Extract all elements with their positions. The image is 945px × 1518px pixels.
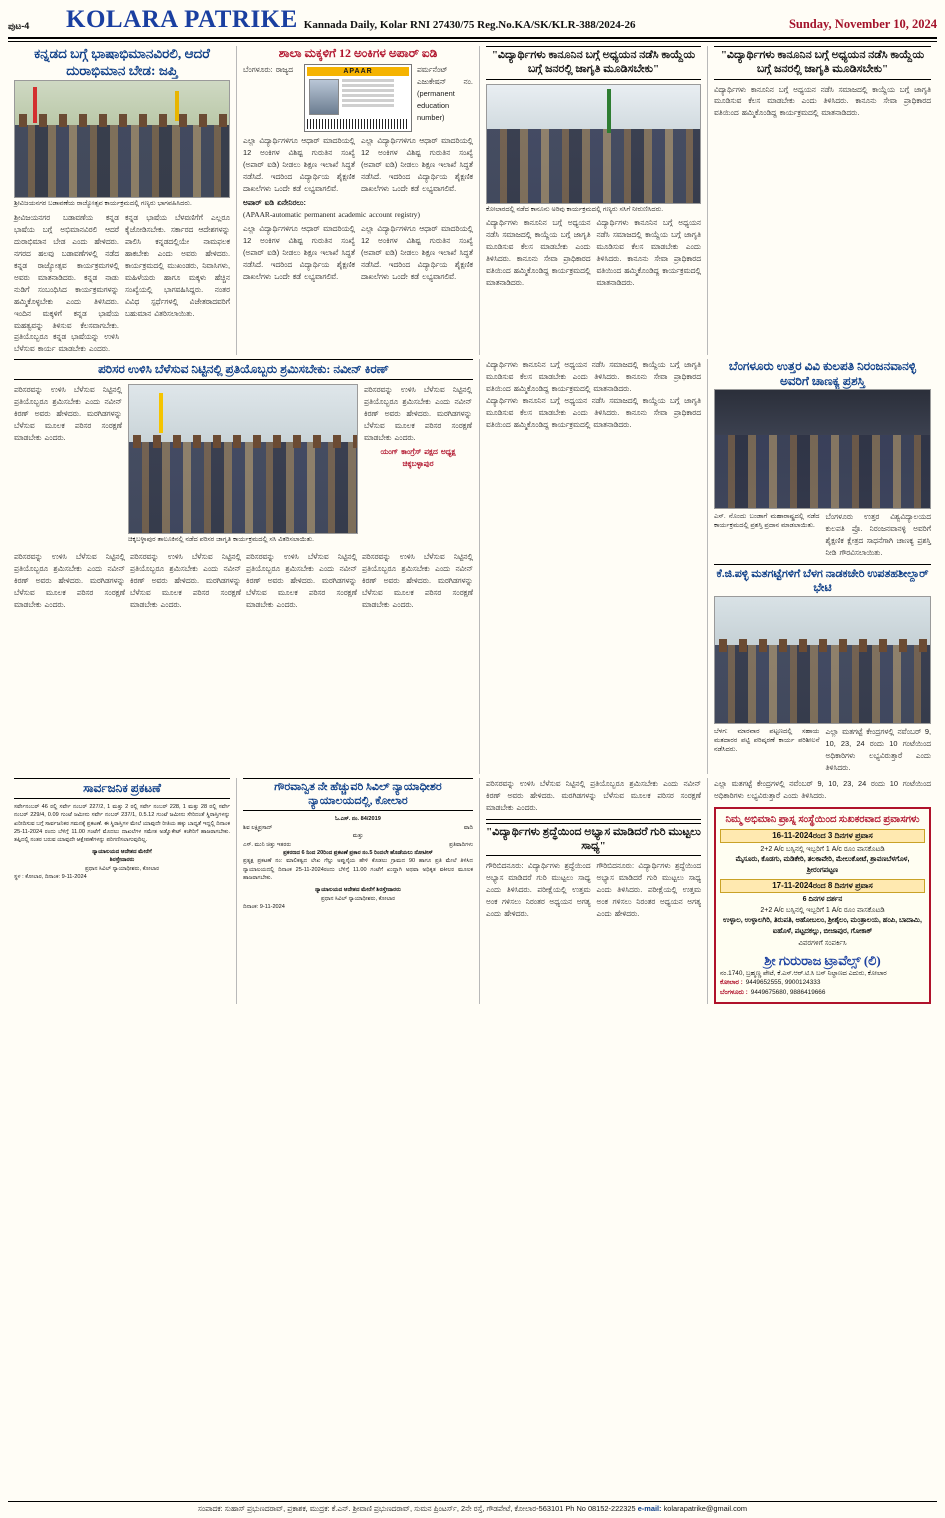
photo-environment-event: [128, 384, 358, 534]
apaar-card-photo: [309, 79, 339, 115]
article-3c-body-2: ವಿದ್ಯಾರ್ಥಿಗಳು ಕಾನೂನಿನ ಬಗ್ಗೆ ಅಧ್ಯಯನ ನಡೆಸಿ ಸಮಾಜದಲ್ಲಿ ಕಾಯ್ದೆಯ ಬಗ್ಗೆ ಜಾಗೃತಿ ಮೂಡಿಸುವ ಕೆಲಸ ಮಾಡಬೇಕು ಎಂದು ತಿಳಿಸಿದರು. ಕಾನೂನು ಸೇವಾ ಪ್ರಾಧಿಕಾರದ ವತಿಯಿಂದ ಹಮ್ಮಿಕೊಂಡಿದ್ದ ಕಾರ್ಯಕ್ರಮದಲ್ಲಿ ಮಾತನಾಡಿದರು.: [486, 396, 701, 430]
ad-trip-2-places: ಉಳ್ಳಾಲ, ಉಳ್ಳಾಲಗಿರಿ, ತಿರುಪತಿ, ಅಹೋಬಲಂ, ಶ್ರೀಶೈಲಂ, ಮಂತ್ರಾಲಯ, ಹಂಪಿ, ಬಾದಾಮಿ, ಐಹೊಳೆ, ಪಟ್ಟದಕಲ್ಲು, ಬೀಜಾಪುರ, ಗೋಕಾಕ್: [723, 917, 922, 935]
ad-trip-2-note: 2+2 A/c ಬಸ್ಸಿನಲ್ಲಿ ಇಬ್ಬರಿಗೆ 1 A/c ರೂಂ ವಾಸಕೊಟಡಿ: [760, 906, 885, 914]
ad-address: ನಂ.1740, ಬ್ರಹ್ಮಣ್ಣ ಪೇಟೆ, ಕೆ.ಎಸ್.ಆರ್.ಟಿ.ಸಿ ಬಸ್ ನಿಲ್ದಾಣದ ಎದುರು, ಕೋಲಾರ: [720, 969, 887, 977]
article-polling-body: ಎಲ್ಲಾ ಮತಗಟ್ಟೆ ಕೇಂದ್ರಗಳಲ್ಲಿ ನವೆಂಬರ್ 9, 10, 23, 24 ರಂದು 10 ಗಂಟೆಯಿಂದ ಅಧಿಕಾರಿಗಳು ಲಭ್ಯವಿರುತ್ತಾರೆ ಎಂದು ತಿಳಿಸಿದರು.: [825, 726, 931, 772]
notice-public-body: ಸರ್ವೇನಂಬರ್ 46 ರಲ್ಲಿ ಸರ್ವೇ ನಂಬರ್ 227/2, 1 ಮತ್ತು 2 ರಲ್ಲಿ ಸರ್ವೇ ನಂಬರ್ 228, 1 ಮತ್ತು 28 ರಲ್ಲಿ ಸರ್ವೇ ನಂಬರ್ 229/4, 0.09 ಗುಂಟೆ ಜಮೀನು ಸರ್ವೇ ನಂಬರ್ 237/1, 0.5.12 ಗುಂಟೆ ಜಮೀನು ಸೇರಿದಂತೆ ಸ್ಥಿರಾಸ್ತಿಗಳನ್ನು ಖರೀದಿಸುವ ಬಗ್ಗೆ ಸಾರ್ವಜನಿಕರ ಗಮನಕ್ಕೆ ಪ್ರಕಟಣೆ. ಈ ಸ್ಥಿರಾಸ್ತಿಗಳ ಮೇಲೆ ಯಾವುದೇ ರೀತಿಯ ಹಕ್ಕು ಬಾಧ್ಯತೆ ಇದ್ದಲ್ಲಿ ದಿನಾಂಕ 25-11-2024 ರಂದು ಬೆಳಿಗ್ಗೆ 11.00 ಗಂಟೆಗೆ ಮೊದಲು ದಾಖಲೆಗಳ ಸಮೇತ ಅಡ್ವೊಕೇಟ್ ಕಚೇರಿಗೆ ಹಾಜರಾಗಬೇಕು. ತಪ್ಪಿದಲ್ಲಿ ನಂತರ ಬರುವ ಯಾವುದೇ ಆಕ್ಷೇಪಣೆಗಳನ್ನು ಪರಿಗಣಿಸಲಾಗುವುದಿಲ್ಲ.: [14, 803, 230, 844]
notice-public-title: ಸಾರ್ವಜನಿಕ ಪ್ರಕಟಣೆ: [14, 778, 230, 799]
article-polling-continued: ಎಲ್ಲಾ ಮತಗಟ್ಟೆ ಕೇಂದ್ರಗಳಲ್ಲಿ ನವೆಂಬರ್ 9, 10, 23, 24 ರಂದು 10 ಗಂಟೆಯಿಂದ ಅಧಿಕಾರಿಗಳು ಲಭ್ಯವಿರುತ್ತಾರೆ ಎಂದು ತಿಳಿಸಿದರು.: [714, 778, 931, 800]
ad-contact-label: ವಿವರಗಳಿಗೆ ಸಂಪರ್ಕಿಸಿ: [798, 940, 847, 948]
column-mid-4: [707, 359, 937, 773]
headline-study-hard: "ವಿದ್ಯಾರ್ಥಿಗಳು ಶ್ರದ್ಧೆಯಿಂದ ಅಭ್ಯಾಸ ಮಾಡಿದರೆ ಗುರಿ ಮುಟ್ಟಲು ಸಾಧ್ಯ": [486, 823, 701, 857]
headline-law-awareness-cont: "ವಿದ್ಯಾರ್ಥಿಗಳು ಕಾನೂನಿನ ಬಗ್ಗೆ ಅಧ್ಯಯನ ನಡೆಸಿ ಕಾಯ್ದೆಯ ಬಗ್ಗೆ ಜನರಲ್ಲಿ ಜಾಗೃತಿ ಮೂಡಿಸಬೇಕು": [714, 46, 931, 80]
article-3c-body: ವಿದ್ಯಾರ್ಥಿಗಳು ಕಾನೂನಿನ ಬಗ್ಗೆ ಅಧ್ಯಯನ ನಡೆಸಿ ಸಮಾಜದಲ್ಲಿ ಕಾಯ್ದೆಯ ಬಗ್ಗೆ ಜಾಗೃತಿ ಮೂಡಿಸುವ ಕೆಲಸ ಮಾಡಬೇಕು ಎಂದು ತಿಳಿಸಿದರು. ಕಾನೂನು ಸೇವಾ ಪ್ರಾಧಿಕಾರದ ವತಿಯಿಂದ ಹಮ್ಮಿಕೊಂಡಿದ್ದ ಕಾರ್ಯಕ್ರಮದಲ್ಲಿ ಮಾತನಾಡಿದರು.: [486, 360, 701, 394]
travel-advertisement[interactable]: [714, 807, 931, 1004]
apaar-card-image: [304, 64, 412, 132]
headline-law-awareness: "ವಿದ್ಯಾರ್ಥಿಗಳು ಕಾನೂನಿನ ಬಗ್ಗೆ ಅಧ್ಯಯನ ನಡೆಸಿ ಕಾಯ್ದೆಯ ಬಗ್ಗೆ ಜನರಲ್ಲಿ ಜಾಗೃತಿ ಮೂಡಿಸಬೇಕು": [486, 46, 701, 80]
article-2-subhead-english: (APAAR-automatic permanent academic account registry): [243, 209, 420, 219]
article-2-subhead: ಅಪಾರ್ ಐಡಿ ಏನೇನಿರಲು:: [243, 197, 306, 207]
ad-trip-1-note: 2+2 A/c ಬಸ್ಸಿನಲ್ಲಿ ಇಬ್ಬರಿಗೆ 1 A/c ರೂಂ ವಾಸಕೊಟಡಿ: [760, 845, 885, 853]
column-3: [479, 46, 707, 355]
ad-phone-2[interactable]: 9449675680, 9886419666: [750, 989, 826, 997]
article-1-body-left: ಶ್ರೀವಿಜಯನಗರ ಬಡಾವಣೆಯ ಕನ್ನಡ ಭಾಷೆಯ ಬಗ್ಗೆ ಅಭಿಮಾನವಿರಲಿ ಆದರೆ ದುರಾಭಿಮಾನ ಬೇಡ ಎಂದು ಹೇಳಿದರು. ನಗರದ ಹಲವು ಬಡಾವಣೆಗಳಲ್ಲಿ ನಡೆದ ಕನ್ನಡ ರಾಜ್ಯೋತ್ಸವ ಕಾರ್ಯಕ್ರಮಗಳಲ್ಲಿ ಅವರು ಮಾತನಾಡಿದರು. ಕನ್ನಡ ನಾಡು ನುಡಿಗೆ ಸಂಬಂಧಿಸಿದ ಕಾರ್ಯಕ್ರಮಗಳನ್ನು ಹಮ್ಮಿಕೊಳ್ಳಬೇಕು ಎಂದು ತಿಳಿಸಿದರು. ಇಂದಿನ ಮಕ್ಕಳಿಗೆ ಕನ್ನಡ ಭಾಷೆಯ ಮಹತ್ವವನ್ನು ತಿಳಿಸುವ ಕೆಲಸವಾಗಬೇಕು. ಪ್ರತಿಯೊಬ್ಬರೂ ಕನ್ನಡ ಭಾಷೆಯನ್ನು ಉಳಿಸಿ ಬೆಳೆಸುವ ಕಾರ್ಯ ಮಾಡಬೇಕು ಎಂದರು.: [14, 212, 119, 354]
footer-email-label: e-mail:: [637, 1504, 662, 1513]
masthead-rule: [8, 41, 937, 42]
page-marker: ಪುಟ-4: [8, 21, 30, 31]
notice-public-place: ಸ್ಥಳ : ಕೋಲಾರ, ದಿನಾಂಕ: 9-11-2024: [14, 873, 87, 880]
ad-phone-label-2: ಬೆಂಗಳೂರು :: [720, 989, 748, 997]
article-1-body-right: ಕನ್ನಡ ಭಾಷೆಯ ಬೆಳವಣಿಗೆಗೆ ಎಲ್ಲರೂ ಕೈಜೋಡಿಸಬೇಕು. ಸರ್ಕಾರದ ಆದೇಶಗಳನ್ನು ಪಾಲಿಸಿ ಕನ್ನಡದಲ್ಲಿಯೇ ನಾಮಫಲಕ ಹಾಕಬೇಕು ಎಂದು ಅವರು ಹೇಳಿದರು. ಕಾರ್ಯಕ್ರಮದಲ್ಲಿ ಮುಖಂಡರು, ನಿವಾಸಿಗಳು, ಮಹಿಳೆಯರು ಹಾಗೂ ಮಕ್ಕಳು ಹೆಚ್ಚಿನ ಸಂಖ್ಯೆಯಲ್ಲಿ ಭಾಗವಹಿಸಿದ್ದರು. ನಂತರ ವಿವಿಧ ಸ್ಪರ್ಧೆಗಳಲ್ಲಿ ವಿಜೇತರಾದವರಿಗೆ ಬಹುಮಾನ ವಿತರಿಸಲಾಯಿತು.: [125, 212, 230, 318]
notice-court-party-2: ಎಸ್. ಮುನಿ ಚಿತ್ತು ಇತರರು: [243, 841, 292, 848]
article-mid-col-c: ಪರಿಸರವನ್ನು ಉಳಿಸಿ ಬೆಳೆಸುವ ನಿಟ್ಟಿನಲ್ಲಿ ಪ್ರತಿಯೊಬ್ಬರೂ ಶ್ರಮಿಸಬೇಕು ಎಂದು ನವೀನ್ ಕಿರಣ್ ಅವರು ಹೇಳಿದರು. ಮರಗಿಡಗಳನ್ನು ಬೆಳೆಸುವ ಮೂಲಕ ಪರಿಸರ ಸಂರಕ್ಷಣೆ ಮಾಡಬೇಕು ಎಂದರು.: [246, 552, 357, 610]
page-footer: [8, 1501, 937, 1514]
photo-rajyotsava-event: [14, 80, 230, 198]
top-deck: [8, 46, 937, 355]
headline-environment: ಪರಿಸರ ಉಳಿಸಿ ಬೆಳೆಸುವ ನಿಟ್ಟಿನಲ್ಲಿ ಪ್ರತಿಯೊಬ್ಬರು ಶ್ರಮಿಸಬೇಕು: ನವೀನ್ ಕಿರಣ್: [14, 359, 473, 380]
article-study-body-right: ಗೌರಿಬಿದನೂರು: ವಿದ್ಯಾರ್ಥಿಗಳು ಶ್ರದ್ಧೆಯಿಂದ ಅಭ್ಯಾಸ ಮಾಡಿದರೆ ಗುರಿ ಮುಟ್ಟಲು ಸಾಧ್ಯ ಎಂದು ತಿಳಿಸಿದರು. ಪರೀಕ್ಷೆಯಲ್ಲಿ ಉತ್ತಮ ಅಂಕ ಗಳಿಸಲು ನಿರಂತರ ಅಧ್ಯಯನ ಅಗತ್ಯ ಎಂದು ಹೇಳಿದರು.: [596, 861, 701, 919]
ad-trip-1-places: ಮೈಸೂರು, ಕೊಡಗು, ಮಡಿಕೇರಿ, ತಲಕಾವೇರಿ, ಮೇಲುಕೋಟೆ, ಶ್ರಾವಣಬೆಳಗೊಳ, ಶ್ರೀರಂಗಪಟ್ಟಣ: [735, 856, 910, 874]
apaar-card-brand: APAAR: [307, 67, 409, 76]
photo-polling-booth-visit: [714, 596, 931, 724]
ad-trip-2-sub: 6 ದಿನಗಳ ದರ್ಶನ: [802, 896, 843, 904]
article-mid-credit: ಯಂಗ್ ಕಾಂಗ್ರೆಸ್ ಪಕ್ಷದ ಅಧ್ಯಕ್ಷ ಚಿಕ್ಕಬಳ್ಳಾಪುರ: [380, 447, 456, 469]
photo-caption-award: ಎಸ್. ನೊಂದು ಬಂಡಾಗೆ ಮಹಾರಾಷ್ಟ್ರದಲ್ಲಿ ನಡೆದ ಕಾರ್ಯಕ್ರಮದಲ್ಲಿ ಪ್ರಶಸ್ತಿ ಪ್ರದಾನ ಮಾಡಲಾಯಿತು.: [714, 513, 820, 530]
photo-award-ceremony: [714, 389, 931, 509]
footer-imprint: ಸಂಪಾದಕ: ಸುಹಾಸ್ ಪ್ರಭುಣದರಾವ್, ಪ್ರಕಾಶಕ, ಮುದ್ರಕ: ಕೆ.ಎನ್. ಶ್ರೀವಾಣಿ ಪ್ರಭುಣದರಾವ್, ಸುಮನ ಪ್ರಿಂಟರ್ಸ್, 2ನೇ ರಸ್ತೆ, ಗೌಡಪೇಟೆ, ಕೋಲಾರ-563101 Ph No 08152-222325: [197, 1504, 636, 1513]
publication-date: Sunday, November 10, 2024: [788, 17, 937, 31]
publication-title: KOLARA PATRIKE: [66, 6, 298, 33]
notice-court-sign: ನ್ಯಾಯಾಲಯದ ಆದೇಶದ ಮೇರೆಗೆ ಶಿರಸ್ತೇದಾರರು: [315, 887, 401, 894]
headline-kannada-pride: ಕನ್ನಡದ ಬಗ್ಗೆ ಭಾಷಾಭಿಮಾನವಿರಲಿ, ಆದರೆ ದುರಾಭಿಮಾನ ಬೇಡ: ಜಪ್ತಿ: [34, 46, 210, 78]
article-mid-col-d: ಪರಿಸರವನ್ನು ಉಳಿಸಿ ಬೆಳೆಸುವ ನಿಟ್ಟಿನಲ್ಲಿ ಪ್ರತಿಯೊಬ್ಬರೂ ಶ್ರಮಿಸಬೇಕು ಎಂದು ನವೀನ್ ಕಿರಣ್ ಅವರು ಹೇಳಿದರು. ಮರಗಿಡಗಳನ್ನು ಬೆಳೆಸುವ ಮೂಲಕ ಪರಿಸರ ಸಂರಕ್ಷಣೆ ಮಾಡಬೇಕು ಎಂದರು.: [362, 552, 473, 610]
photo-caption-mid: ಚಿಕ್ಕಬಳ್ಳಾಪುರ ತಾಲೂಕಿನಲ್ಲಿ ನಡೆದ ಪರಿಸರ ಜಾಗೃತಿ ಕಾರ್ಯಕ್ರಮದಲ್ಲಿ ಸಸಿ ವಿತರಿಸಲಾಯಿತು.: [128, 536, 314, 544]
article-2-body-a: ಎಲ್ಲಾ ವಿದ್ಯಾರ್ಥಿಗಳಿಗೂ ಆಧಾರ್ ಮಾದರಿಯಲ್ಲಿ 12 ಅಂಕಿಗಳ ವಿಶಿಷ್ಟ ಗುರುತಿನ ಸಂಖ್ಯೆ (ಅಪಾರ್ ಐಡಿ) ನೀಡಲು ಶಿಕ್ಷಣ ಇಲಾಖೆ ಸಿದ್ಧತೆ ನಡೆಸಿದೆ. ಇದರಿಂದ ವಿದ್ಯಾರ್ಥಿಯ ಶೈಕ್ಷಣಿಕ ದಾಖಲೆಗಳು ಒಂದೇ ಕಡೆ ಲಭ್ಯವಾಗಲಿವೆ.: [243, 136, 355, 193]
column-mid-wide: [8, 359, 479, 773]
bottom-deck: [8, 778, 937, 1004]
article-3-body-left: ವಿದ್ಯಾರ್ಥಿಗಳು ಕಾನೂನಿನ ಬಗ್ಗೆ ಅಧ್ಯಯನ ನಡೆಸಿ ಸಮಾಜದಲ್ಲಿ ಕಾಯ್ದೆಯ ಬಗ್ಗೆ ಜಾಗೃತಿ ಮೂಡಿಸುವ ಕೆಲಸ ಮಾಡಬೇಕು ಎಂದು ತಿಳಿಸಿದರು. ಕಾನೂನು ಸೇವಾ ಪ್ರಾಧಿಕಾರದ ವತಿಯಿಂದ ಹಮ್ಮಿಕೊಂಡಿದ್ದ ಕಾರ್ಯಕ್ರಮದಲ್ಲಿ ಮಾತನಾಡಿದರು.: [486, 218, 591, 288]
column-1: [8, 46, 236, 355]
article-mid-body-1: ಪರಿಸರವನ್ನು ಉಳಿಸಿ ಬೆಳೆಸುವ ನಿಟ್ಟಿನಲ್ಲಿ ಪ್ರತಿಯೊಬ್ಬರೂ ಶ್ರಮಿಸಬೇಕು ಎಂದು ನವೀನ್ ಕಿರಣ್ ಅವರು ಹೇಳಿದರು. ಮರಗಿಡಗಳನ್ನು ಬೆಳೆಸುವ ಮೂಲಕ ಪರಿಸರ ಸಂರಕ್ಷಣೆ ಮಾಡಬೇಕು ಎಂದರು.: [14, 385, 122, 443]
notice-public-sign-2: ಶಿರಸ್ತೇದಾರರು: [109, 857, 135, 864]
masthead: [8, 6, 937, 39]
photo-caption-polling: ಬೆಳಗ: ಮಾರವಾರ ಪಟ್ಟಣದಲ್ಲಿ ಸಹಾಯ ಮತದಾರರ ಪಟ್ಟಿ ಪರಿಷ್ಕರಣೆ ಕಾರ್ಯ ಪರಿಶೀಲನೆ ನಡೆಸಿದರು.: [714, 727, 820, 753]
notice-court-order: ಪ್ರಕರಣದ 6 ನಿಂದ 20ರಿಂದ ಪ್ರಕಟಣೆ ಪ್ರಕಾರ ನಂ.5 ರಿಂದಲೇ ಹೊಡೆಯಲು ನೋಟೀಸ್: [283, 849, 433, 856]
article-mid-col-b: ಪರಿಸರವನ್ನು ಉಳಿಸಿ ಬೆಳೆಸುವ ನಿಟ್ಟಿನಲ್ಲಿ ಪ್ರತಿಯೊಬ್ಬರೂ ಶ್ರಮಿಸಬೇಕು ಎಂದು ನವೀನ್ ಕಿರಣ್ ಅವರು ಹೇಳಿದರು. ಮರಗಿಡಗಳನ್ನು ಬೆಳೆಸುವ ಮೂಲಕ ಪರಿಸರ ಸಂರಕ್ಷಣೆ ಮಾಡಬೇಕು ಎಂದರು.: [130, 552, 241, 610]
notice-court-title: ಗೌರವಾನ್ವಿತ ನೇ ಹೆಚ್ಚುವರಿ ಸಿವಿಲ್ ನ್ಯಾಯಾಧೀಶರ ನ್ಯಾಯಾಲಯದಲ್ಲಿ, ಕೋಲಾರ: [243, 778, 473, 812]
notice-court-party-label-1: ವಾದಿ: [463, 824, 473, 831]
notice-court-vs: ಮತ್ತು: [352, 833, 364, 840]
column-2: [236, 46, 479, 355]
article-bottom-continued: ಪರಿಸರವನ್ನು ಉಳಿಸಿ ಬೆಳೆಸುವ ನಿಟ್ಟಿನಲ್ಲಿ ಪ್ರತಿಯೊಬ್ಬರೂ ಶ್ರಮಿಸಬೇಕು ಎಂದು ನವೀನ್ ಕಿರಣ್ ಅವರು ಹೇಳಿದರು. ಮರಗಿಡಗಳನ್ನು ಬೆಳೆಸುವ ಮೂಲಕ ಪರಿಸರ ಸಂರಕ್ಷಣೆ ಮಾಡಬೇಕು ಎಂದರು.: [486, 778, 701, 812]
notice-public-sign-1: ನ್ಯಾಯಾಲಯದ ಆದೇಶದ ಮೇರೆಗೆ: [92, 848, 152, 855]
ad-headline: ನಿಮ್ಮ ಅಭಿಮಾನಿ ಪ್ರಾಸ್ನ ಸಂಸ್ಥೆಯಿಂದ ಸುಖಕರವಾದ ಪ್ರವಾಸಗಳು: [725, 813, 920, 825]
column-travel-ad: [707, 778, 937, 1004]
column-notice-public: [8, 778, 236, 1004]
notice-court-sign-3: ಪ್ರಧಾನ ಸಿವಿಲ್ ನ್ಯಾಯಾಧೀಶರು, ಕೋಲಾರ: [320, 895, 396, 902]
publication-subtitle: Kannada Daily, Kolar RNI 27430/75 Reg.No.KA/SK/KLR-388/2024-26: [303, 19, 636, 31]
article-mid-col-a: ಪರಿಸರವನ್ನು ಉಳಿಸಿ ಬೆಳೆಸುವ ನಿಟ್ಟಿನಲ್ಲಿ ಪ್ರತಿಯೊಬ್ಬರೂ ಶ್ರಮಿಸಬೇಕು ಎಂದು ನವೀನ್ ಕಿರಣ್ ಅವರು ಹೇಳಿದರು. ಮರಗಿಡಗಳನ್ನು ಬೆಳೆಸುವ ಮೂಲಕ ಪರಿಸರ ಸಂರಕ್ಷಣೆ ಮಾಡಬೇಕು ಎಂದರು.: [14, 552, 125, 610]
article-award-body: ಬೆಂಗಳೂರು ಉತ್ತರ ವಿಶ್ವವಿದ್ಯಾಲಯದ ಕುಲಪತಿ ಪ್ರೊ. ನಿರಂಜನವಾನಳ್ಳಿ ಅವರಿಗೆ ಶೈಕ್ಷಣಿಕ ಕ್ಷೇತ್ರದ ಸಾಧನೆಗಾಗಿ ಚಾಣಕ್ಯ ಪ್ರಶಸ್ತಿ ನೀಡಿ ಗೌರವಿಸಲಾಯಿತು.: [825, 512, 931, 558]
article-study-body-left: ಗೌರಿಬಿದನೂರು: ವಿದ್ಯಾರ್ಥಿಗಳು ಶ್ರದ್ಧೆಯಿಂದ ಅಭ್ಯಾಸ ಮಾಡಿದರೆ ಗುರಿ ಮುಟ್ಟಲು ಸಾಧ್ಯ ಎಂದು ತಿಳಿಸಿದರು. ಪರೀಕ್ಷೆಯಲ್ಲಿ ಉತ್ತಮ ಅಂಕ ಗಳಿಸಲು ನಿರಂತರ ಅಧ್ಯಯನ ಅಗತ್ಯ ಎಂದು ಹೇಳಿದರು.: [486, 861, 591, 919]
article-2-body-d: ಎಲ್ಲಾ ವಿದ್ಯಾರ್ಥಿಗಳಿಗೂ ಆಧಾರ್ ಮಾದರಿಯಲ್ಲಿ 12 ಅಂಕಿಗಳ ವಿಶಿಷ್ಟ ಗುರುತಿನ ಸಂಖ್ಯೆ (ಅಪಾರ್ ಐಡಿ) ನೀಡಲು ಶಿಕ್ಷಣ ಇಲಾಖೆ ಸಿದ್ಧತೆ ನಡೆಸಿದೆ. ಇದರಿಂದ ವಿದ್ಯಾರ್ಥಿಯ ಶೈಕ್ಷಣಿಕ ದಾಖಲೆಗಳು ಒಂದೇ ಕಡೆ ಲಭ್ಯವಾಗಲಿವೆ.: [361, 223, 473, 281]
ad-brand-name: ಶ್ರೀ ಗುರುರಾಜ ಟ್ರಾವೆಲ್ಸ್ (ಲಿ): [764, 952, 881, 968]
photo-caption-1: ಶ್ರೀವಿಜಯನಗರ ಬಡಾವಣೆಯ ರಾಜ್ಯೋತ್ಸವ ಕಾರ್ಯಕ್ರಮದಲ್ಲಿ ಗಣ್ಯರು ಭಾಗವಹಿಸಿದರು.: [14, 199, 192, 207]
headline-chanakya-award: ಬೆಂಗಳೂರು ಉತ್ತರ ವಿವಿ ಕುಲಪತಿ ನಿರಂಜನವಾನಳ್ಳಿ ಅವರಿಗೆ ಚಾಣಕ್ಯ ಪ್ರಶಸ್ತಿ: [728, 359, 917, 389]
article-2-byline-body: ಬೆಂಗಳೂರು: ರಾಜ್ಯದ: [243, 65, 293, 74]
headline-apaar-id: ಶಾಲಾ ಮಕ್ಕಳಿಗೆ 12 ಅಂಕಿಗಳ ಅಪಾರ್ ಐಡಿ: [278, 46, 438, 60]
notice-court-party-1: ಶಿವ ಲಕ್ಷ್ಮಿಪ್ರಸಾದ್: [243, 824, 273, 831]
article-2-body-c: ಎಲ್ಲಾ ವಿದ್ಯಾರ್ಥಿಗಳಿಗೂ ಆಧಾರ್ ಮಾದರಿಯಲ್ಲಿ 12 ಅಂಕಿಗಳ ವಿಶಿಷ್ಟ ಗುರುತಿನ ಸಂಖ್ಯೆ (ಅಪಾರ್ ಐಡಿ) ನೀಡಲು ಶಿಕ್ಷಣ ಇಲಾಖೆ ಸಿದ್ಧತೆ ನಡೆಸಿದೆ. ಇದರಿಂದ ವಿದ್ಯಾರ್ಥಿಯ ಶೈಕ್ಷಣಿಕ ದಾಖಲೆಗಳು ಒಂದೇ ಕಡೆ ಲಭ್ಯವಾಗಲಿವೆ.: [243, 223, 355, 281]
ad-trip-2-date: 17-11-2024ರಂದ 8 ದಿನಗಳ ಪ್ರವಾಸ: [720, 879, 925, 893]
column-notice-court: [236, 778, 479, 1004]
ad-phone-1[interactable]: 9449652555, 9900124333: [745, 979, 821, 987]
article-2-note: ಪರ್ಮನೆಂಟ್ ಎಜುಕೇಷನ್ ನಂ. (permanent education number): [417, 65, 473, 122]
column-notice-study: [479, 778, 707, 1004]
notice-court-date: ದಿನಾಂಕ: 9-11-2024: [243, 904, 285, 911]
ad-phone-label-1: ಕೋಲಾರ :: [720, 979, 743, 987]
photo-law-awareness-event: [486, 84, 701, 204]
column-mid-3: [479, 359, 707, 773]
column-4: [707, 46, 937, 355]
apaar-card-barcode: [307, 119, 409, 129]
apaar-card-fields: [342, 79, 394, 115]
article-3-body-right: ವಿದ್ಯಾರ್ಥಿಗಳು ಕಾನೂನಿನ ಬಗ್ಗೆ ಅಧ್ಯಯನ ನಡೆಸಿ ಸಮಾಜದಲ್ಲಿ ಕಾಯ್ದೆಯ ಬಗ್ಗೆ ಜಾಗೃತಿ ಮೂಡಿಸುವ ಕೆಲಸ ಮಾಡಬೇಕು ಎಂದು ತಿಳಿಸಿದರು. ಕಾನೂನು ಸೇವಾ ಪ್ರಾಧಿಕಾರದ ವತಿಯಿಂದ ಹಮ್ಮಿಕೊಂಡಿದ್ದ ಕಾರ್ಯಕ್ರಮದಲ್ಲಿ ಮಾತನಾಡಿದರು.: [596, 218, 701, 288]
notice-public-sign-3: ಪ್ರಧಾನ ಸಿವಿಲ್ ನ್ಯಾಯಾಧೀಶರು, ಕೋಲಾರ: [84, 865, 160, 872]
notice-court-party-label-2: ಪ್ರತಿವಾದಿಗಳು: [449, 841, 473, 848]
ad-trip-1-date: 16-11-2024ರಂದ 3 ದಿನಗಳ ಪ್ರವಾಸ: [720, 829, 925, 843]
article-2-body-b: ಎಲ್ಲಾ ವಿದ್ಯಾರ್ಥಿಗಳಿಗೂ ಆಧಾರ್ ಮಾದರಿಯಲ್ಲಿ 12 ಅಂಕಿಗಳ ವಿಶಿಷ್ಟ ಗುರುತಿನ ಸಂಖ್ಯೆ (ಅಪಾರ್ ಐಡಿ) ನೀಡಲು ಶಿಕ್ಷಣ ಇಲಾಖೆ ಸಿದ್ಧತೆ ನಡೆಸಿದೆ. ಇದರಿಂದ ವಿದ್ಯಾರ್ಥಿಯ ಶೈಕ್ಷಣಿಕ ದಾಖಲೆಗಳು ಒಂದೇ ಕಡೆ ಲಭ್ಯವಾಗಲಿವೆ.: [361, 136, 473, 193]
article-mid-body-2: ಪರಿಸರವನ್ನು ಉಳಿಸಿ ಬೆಳೆಸುವ ನಿಟ್ಟಿನಲ್ಲಿ ಪ್ರತಿಯೊಬ್ಬರೂ ಶ್ರಮಿಸಬೇಕು ಎಂದು ನವೀನ್ ಕಿರಣ್ ಅವರು ಹೇಳಿದರು. ಮರಗಿಡಗಳನ್ನು ಬೆಳೆಸುವ ಮೂಲಕ ಪರಿಸರ ಸಂರಕ್ಷಣೆ ಮಾಡಬೇಕು ಎಂದರು.: [364, 385, 472, 443]
headline-polling-visit: ಕೆ.ಜಿ.ಪಳ್ಳಿ ಮತಗಟ್ಟೆಗಳಿಗೆ ಬೆಳಗ ನಾಡಕಚೇರಿ ಉಪತಹಶೀಲ್ದಾರ್ ಭೇಟಿ: [716, 568, 929, 595]
article-3b-body: ವಿದ್ಯಾರ್ಥಿಗಳು ಕಾನೂನಿನ ಬಗ್ಗೆ ಅಧ್ಯಯನ ನಡೆಸಿ ಸಮಾಜದಲ್ಲಿ ಕಾಯ್ದೆಯ ಬಗ್ಗೆ ಜಾಗೃತಿ ಮೂಡಿಸುವ ಕೆಲಸ ಮಾಡಬೇಕು ಎಂದು ತಿಳಿಸಿದರು. ಕಾನೂನು ಸೇವಾ ಪ್ರಾಧಿಕಾರದ ವತಿಯಿಂದ ಹಮ್ಮಿಕೊಂಡಿದ್ದ ಕಾರ್ಯಕ್ರಮದಲ್ಲಿ ಮಾತನಾಡಿದರು.: [714, 84, 931, 118]
notice-court-body: ಪ್ರತ್ಯಕ್ಷ ಪ್ರಕಟಣೆ ನಂ: ಮಾಲಿಕತ್ವದ ಲೇಖ ಗೆಲ್ಲು ಅಪ್ಪುಸೈಯ ಹೇಳಿ ಕೊಡಲು ಗ್ರಾಮದ 90 ಹಾಗೂ ಪ್ರತಿ ಮೇಲೆ ತಿಳಿಸಿದ ನ್ಯಾಯಾಲಯದಲ್ಲಿ ದಿನಾಂಕ 25-11-2024ರಂದು ಬೆಳಿಗ್ಗೆ 11.00 ಗಂಟೆಗೆ ಖುದ್ದಾಗಿ ಅಥವಾ ಅಧಿಕೃತ ವಕೀಲರ ಮೂಲಕ ಹಾಜರಾಗಬೇಕು.: [243, 858, 473, 882]
photo-caption-3: ಕೋಲಾರದಲ್ಲಿ ನಡೆದ ಕಾನೂನು ಅರಿವು ಕಾರ್ಯಕ್ರಮದಲ್ಲಿ ಗಣ್ಯರು ಸಸಿಗೆ ನೀರುಣಿಸಿದರು.: [486, 205, 664, 213]
footer-email[interactable]: kolarapatrike@gmail.com: [663, 1504, 748, 1513]
middle-deck: [8, 359, 937, 773]
notice-court-case-no: ಓ.ಎಸ್. ನಂ. 84/2019: [335, 816, 381, 823]
